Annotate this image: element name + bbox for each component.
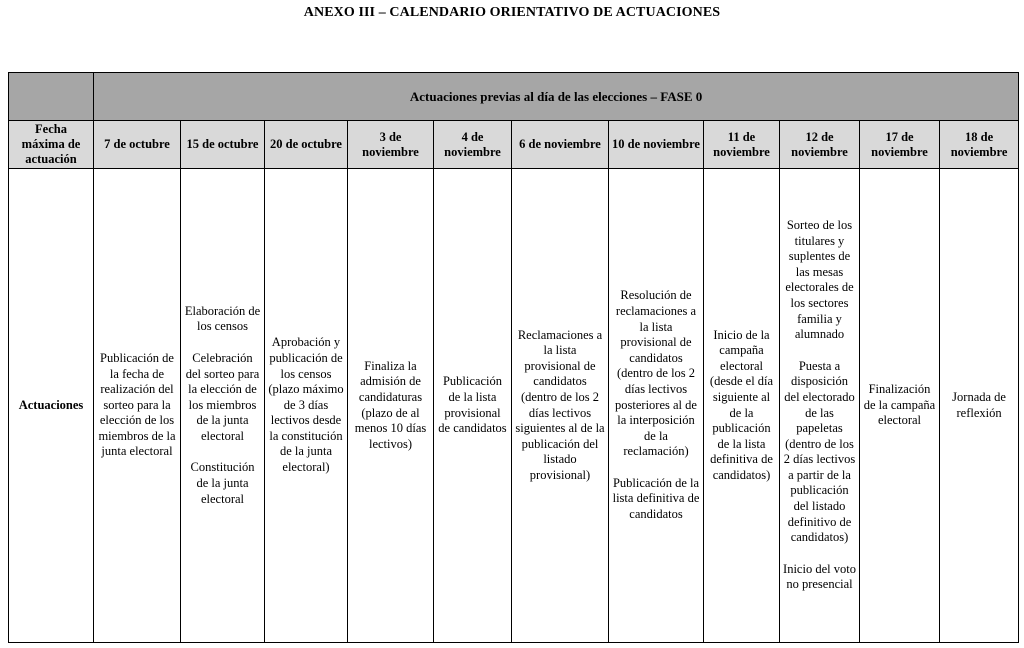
action-text: Finalización de la campaña electoral — [863, 382, 936, 428]
calendar-table — [8, 72, 1019, 643]
phase-header: Actuaciones previas al día de las elecciones – FASE 0 — [94, 73, 1019, 121]
actions-cell — [348, 169, 434, 643]
action-text: Inicio de la campaña electoral (desde el día siguiente al de la publicación de la lista definitiva de candidatos) — [709, 327, 774, 482]
actions-cell — [940, 169, 1019, 643]
date-header: 6 de noviembre — [512, 121, 609, 169]
row-label: Actuaciones — [9, 169, 94, 643]
actions-cell — [181, 169, 265, 643]
actions-cell — [609, 169, 704, 643]
date-header: 7 de octubre — [94, 121, 181, 169]
action-text: Finaliza la admisión de candidaturas (plazo de al menos 10 días lectivos) — [354, 358, 427, 451]
action-text: Elaboración de los censos — [184, 303, 261, 334]
document-title: ANEXO III – CALENDARIO ORIENTATIVO DE ACTUACIONES — [303, 5, 721, 20]
action-text: Sorteo de los titulares y suplentes de las mesas electorales de los sectores familia y alumnado — [785, 217, 854, 342]
actions-cell — [860, 169, 940, 643]
actions-cell — [512, 169, 609, 643]
actions-row — [9, 169, 1019, 643]
action-text: Aprobación y publicación de los censos (plazo máximo de 3 días lectivos desde la constitución de la junta electoral) — [268, 335, 344, 475]
action-text: Puesta a disposición del electorado de las papeletas (dentro de los 2 días lectivos a partir de la publicación del listado definitivo de candidatos) — [783, 358, 856, 545]
action-text: Constitución de la junta electoral — [190, 460, 255, 506]
phase-corner-cell — [9, 73, 94, 121]
actions-cell — [434, 169, 512, 643]
action-text: Publicación de la lista definitiva de candidatos — [612, 475, 700, 522]
date-header: 12 de noviembre — [780, 121, 860, 169]
actions-cell — [704, 169, 780, 643]
date-header: 17 de noviembre — [860, 121, 940, 169]
date-header: 18 de noviembre — [940, 121, 1019, 169]
date-header: 3 de noviembre — [348, 121, 434, 169]
actions-cell — [94, 169, 181, 643]
action-text: Inicio del voto no presencial — [783, 561, 856, 592]
action-text: Publicación de la lista provisional de candidatos — [438, 374, 507, 436]
action-text: Publicación de la fecha de realización del sorteo para la elección de los miembros de la junta electoral — [98, 350, 176, 459]
phase-header-row — [9, 73, 1019, 121]
actions-cell — [265, 169, 348, 643]
action-text: Celebración del sorteo para la elección de los miembros de la junta electoral — [185, 350, 260, 443]
date-header: 15 de octubre — [181, 121, 265, 169]
date-header: 4 de noviembre — [434, 121, 512, 169]
action-text: Jornada de reflexión — [952, 389, 1006, 420]
corner-label: Fecha máxima de actuación — [9, 121, 94, 169]
date-header: 20 de octubre — [265, 121, 348, 169]
action-text: Resolución de reclamaciones a la lista provisional de candidatos (dentro de los 2 días lectivos posteriores al de la interposición de la reclamación) — [615, 288, 697, 459]
actions-cell — [780, 169, 860, 643]
date-header-row — [9, 121, 1019, 169]
date-header: 11 de noviembre — [704, 121, 780, 169]
action-text: Reclamaciones a la lista provisional de candidatos (dentro de los 2 días lectivos siguientes al de la publicación del listado provisional) — [515, 327, 605, 482]
date-header: 10 de noviembre — [609, 121, 704, 169]
